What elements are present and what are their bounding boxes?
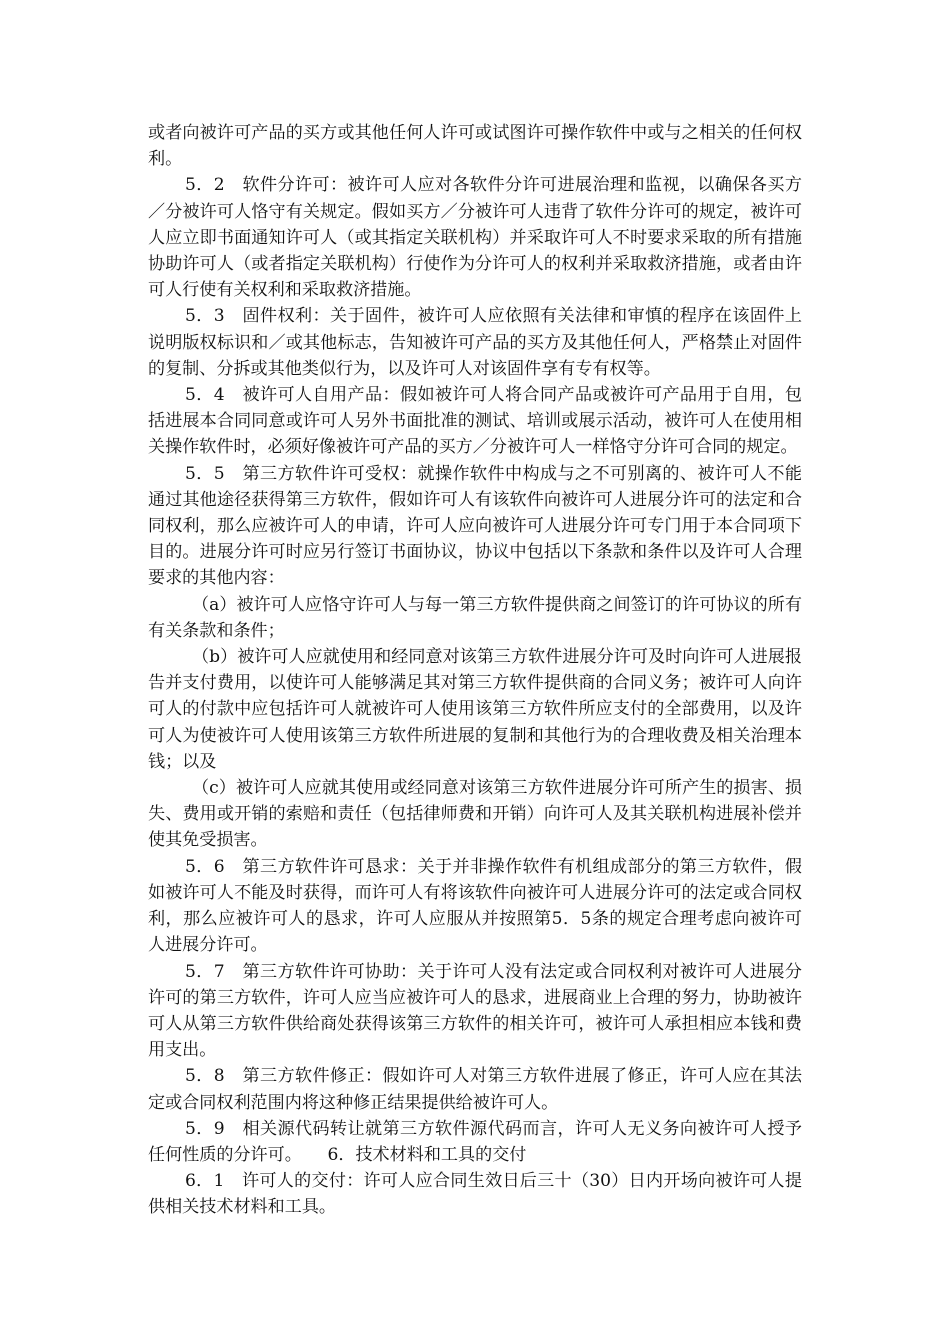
clause-5-5: 5．5 第三方软件许可受权：就操作软件中构成与之不可别离的、被许可人不能通过其他途径获得第三方软件，假如许可人有该软件向被许可人进展分许可的法定和合同权利，那么应被许可人的申请，许可人应向被许可人进展分许可专门用于本合同项下目的。进展分许可时应另行签订书面协议，协议中包括以下条款和条件以及许可人合理要求的其他内容：: [148, 463, 802, 589]
paragraph-continuation: 或者向被许可产品的买方或其他任何人许可或试图许可操作软件中或与之相关的任何权利。: [148, 123, 802, 170]
clause-5-6: 5．6 第三方软件许可恳求：关于并非操作软件有机组成部分的第三方软件，假如被许可人不能及时获得，而许可人有将该软件向被许可人进展分许可的法定或合同权利，那么应被许可人的恳求，许可人应服从并按照第5．5条的规定合理考虑向被许可人进展分许可。: [148, 856, 802, 956]
clause-5-4: 5．4 被许可人自用产品：假如被许可人将合同产品或被许可产品用于自用，包括进展本合同同意或许可人另外书面批准的测试、培训或展示活动，被许可人在使用相关操作软件时，必须好像被许可产品的买方／分被许可人一样恪守分许可合同的规定。: [148, 385, 802, 458]
document-body: [148, 120, 802, 1221]
clause-5-2: 5．2 软件分许可：被许可人应对各软件分许可进展治理和监视，以确保各买方／分被许可人恪守有关规定。假如买方／分被许可人违背了软件分许可的规定，被许可人应立即书面通知许可人（或其指定关联机构）并采取许可人不时要求采取的所有措施协助许可人（或者指定关联机构）行使作为分许可人的权利并采取救济措施，或者由许可人行使有关权利和采取救济措施。: [148, 175, 802, 301]
clause-5-5-c: （c）被许可人应就其使用或经同意对该第三方软件进展分许可所产生的损害、损失、费用或开销的索赔和责任（包括律师费和开销）向许可人及其关联机构进展补偿并使其免受损害。: [148, 778, 802, 851]
clause-5-5-b: （b）被许可人应就使用和经同意对该第三方软件进展分许可及时向许可人进展报告并支付费用，以使许可人能够满足其对第三方软件提供商的合同义务；被许可人向许可人的付款中应包括许可人就被许可人使用该第三方软件所应支付的全部费用，以及许可人为使被许可人使用该第三方软件所进展的复制和其他行为的合理收费及相关治理本钱；以及: [148, 647, 802, 772]
clause-5-5-a: （a）被许可人应恪守许可人与每一第三方软件提供商之间签订的许可协议的所有有关条款和条件；: [148, 594, 802, 641]
clause-6-1: 6．1 许可人的交付：许可人应合同生效日后三十（30）日内开场向被许可人提供相关技术材料和工具。: [148, 1171, 802, 1218]
clause-5-7: 5．7 第三方软件许可协助：关于许可人没有法定或合同权利对被许可人进展分许可的第三方软件，许可人应当应被许可人的恳求，进展商业上合理的努力，协助被许可人从第三方软件供给商处获得该第三方软件的相关许可，被许可人承担相应本钱和费用支出。: [148, 961, 802, 1061]
clause-5-3: 5．3 固件权利：关于固件，被许可人应依照有关法律和审慎的程序在该固件上说明版权标识和／或其他标志，告知被许可产品的买方及其他任何人，严格禁止对固件的复制、分拆或其他类似行为，以及许可人对该固件享有专有权等。: [148, 306, 802, 379]
clause-5-9: 5．9 相关源代码转让就第三方软件源代码而言，许可人无义务向被许可人授予任何性质的分许可。 6．技术材料和工具的交付: [148, 1118, 802, 1165]
clause-5-8: 5．8 第三方软件修正：假如许可人对第三方软件进展了修正，许可人应在其法定或合同权利范围内将这种修正结果提供给被许可人。: [148, 1066, 802, 1113]
